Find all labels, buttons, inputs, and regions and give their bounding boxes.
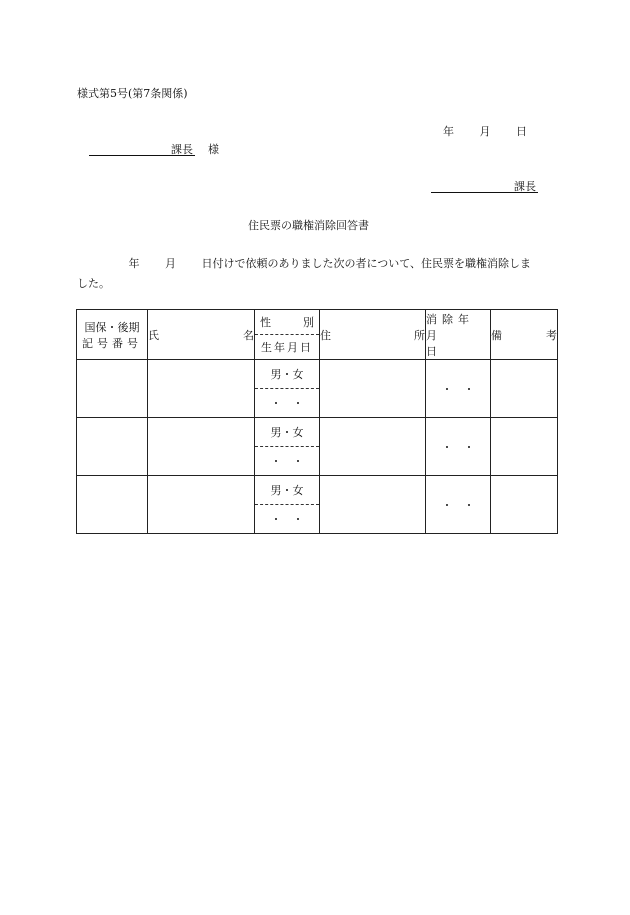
addressee-honorific: 様 [208, 143, 219, 156]
date-day: 日 [516, 125, 527, 138]
cell-removal-date[interactable]: ・ ・ [426, 418, 491, 476]
cell-address[interactable] [320, 360, 426, 418]
cell-insurance[interactable] [77, 360, 148, 418]
document-title: 住民票の職権消除回答書 [248, 219, 369, 232]
cell-address[interactable] [320, 418, 426, 476]
cell-sex[interactable]: 男・女 [255, 476, 319, 505]
body-month: 月 [165, 257, 176, 270]
header-address: 住 所 [320, 310, 426, 360]
cell-insurance[interactable] [77, 476, 148, 534]
body-line-1 [77, 255, 531, 271]
table-row [77, 360, 558, 418]
cell-sex[interactable]: 男・女 [255, 360, 319, 389]
table-row [77, 476, 558, 534]
table-header [77, 310, 558, 360]
cell-name[interactable] [148, 476, 255, 534]
sender-title: 課長 [514, 180, 536, 193]
cell-remarks[interactable] [491, 476, 558, 534]
cell-name[interactable] [148, 418, 255, 476]
cell-address[interactable] [320, 476, 426, 534]
cell-removal-date[interactable]: ・ ・ [426, 360, 491, 418]
header-name: 氏 名 [148, 310, 255, 360]
cell-birth[interactable]: ・ ・ [270, 397, 304, 410]
date-year: 年 [443, 125, 454, 138]
cell-remarks[interactable] [491, 418, 558, 476]
cell-sex-birth [255, 418, 320, 476]
cell-removal-date[interactable]: ・ ・ [426, 476, 491, 534]
cell-sex[interactable]: 男・女 [255, 418, 319, 447]
body-text-1: 日付けで依頼のありました次の者について、住民票を職権消除しま [201, 257, 532, 270]
header-sex-birth: 性 別 生年月日 [255, 310, 320, 360]
cell-sex-birth [255, 476, 320, 534]
header-insurance: 国保・後期 記号番号 [77, 310, 148, 360]
cell-birth[interactable]: ・ ・ [270, 513, 304, 526]
date-line [443, 123, 527, 139]
header-removal-date: 消除年 月日 [426, 310, 491, 360]
removal-table [76, 309, 558, 534]
cell-birth[interactable]: ・ ・ [270, 455, 304, 468]
date-month: 月 [479, 125, 491, 138]
cell-remarks[interactable] [491, 360, 558, 418]
cell-name[interactable] [148, 360, 255, 418]
header-remarks: 備 考 [491, 310, 558, 360]
body-line-2: した。 [77, 277, 110, 290]
body-year: 年 [128, 257, 140, 270]
cell-insurance[interactable] [77, 418, 148, 476]
cell-sex-birth [255, 360, 320, 418]
form-number: 様式第5号(第7条関係) [77, 87, 188, 100]
table-row [77, 418, 558, 476]
addressee-title: 課長 [171, 143, 193, 156]
